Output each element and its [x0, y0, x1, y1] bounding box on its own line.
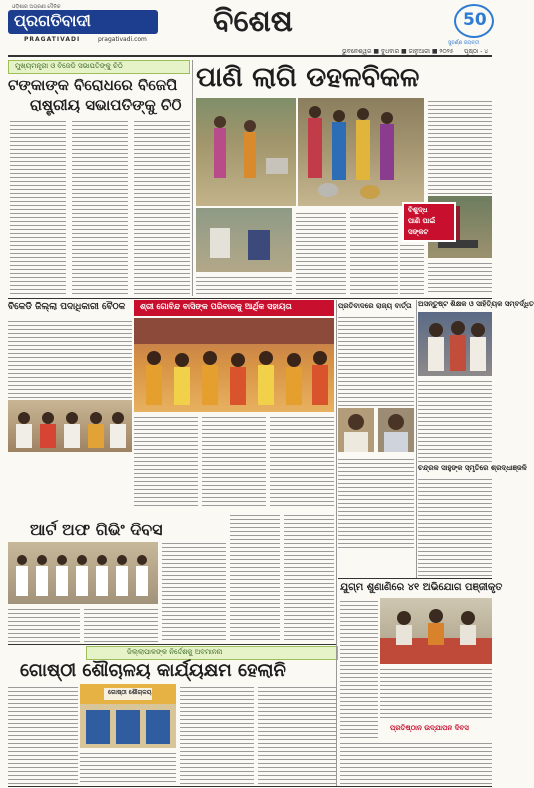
masthead-rule [8, 55, 492, 57]
water-queue-photo-1 [196, 98, 296, 206]
anniversary-number: 50 [463, 10, 487, 30]
website[interactable]: pragativadi.com [98, 36, 147, 43]
page-label: ପୃଷ୍ଠା - ୪ [464, 48, 489, 55]
bottom-rule [8, 786, 492, 787]
sub-story-body [8, 318, 132, 398]
ceremony-figures [134, 318, 334, 412]
bottom-kicker-text: ଜିଲ୍ଲାପାଳଙ୍କ ନିର୍ଦ୍ଦେଶକୁ ଅବମାନନା [127, 648, 223, 656]
students-photo [8, 542, 158, 604]
section-title: ବିଶେଷ [213, 4, 293, 39]
art-story-col-2 [84, 606, 158, 642]
section-rule-3 [338, 578, 492, 579]
lead-left-col-1 [10, 118, 66, 294]
logo-latin: PRAGATIVADI [24, 36, 81, 43]
col-right-body-2 [338, 456, 414, 550]
divider-v-2 [336, 300, 337, 786]
tagline: ଓଡ଼ିଶାର ଅଗ୍ରଣୀ ଦୈନିକ [12, 4, 61, 10]
water-queue-figures [196, 98, 296, 206]
lead-left-headline-1: ଟଙ୍କାଙ୍କ ବିରୋଧରେ ବିଜେପି [8, 76, 178, 94]
youth-story-col-1 [340, 598, 378, 738]
col-right-headline-1: ପ୍ରତିବାଦରେ ରାଜ୍ୟ ବାର୍ତ୍ତା [338, 302, 412, 310]
sign-text: ଗୋଷ୍ଠୀ ଶୌଚାଳୟ [108, 689, 152, 696]
youth-story-col-2 [380, 666, 492, 720]
col-right-body-1 [338, 314, 414, 406]
mid-story-col-3 [270, 414, 334, 508]
container-figures [196, 208, 292, 272]
masthead [8, 4, 492, 54]
mid-story-col-1 [134, 414, 198, 508]
sub-story-headline: ବିକେଡି ଜିଲ୍ଲା ପଦାଧିକାରୀ ବୈଠକ [8, 302, 126, 312]
lead-right-col-c [196, 274, 292, 294]
felicitation-photo [418, 312, 492, 376]
meeting-photo-left [8, 400, 132, 452]
students-figures [8, 542, 158, 604]
mid-banner-text: ଶ୍ରୀ ଗୋବିନ୍ଦ ବାସିଙ୍କ ପରିବାରକୁ ଆର୍ଥିକ ସହାୟତା [140, 302, 292, 311]
meeting-figures [8, 400, 132, 452]
col-right-headline-2: ଅସନ୍ତୁଷ୍ଟ ଶିକ୍ଷକ ଓ ସାହିତ୍ୟିକ ସମ୍ବର୍ଦ୍ଧିତ [418, 300, 534, 308]
logo[interactable] [8, 10, 158, 34]
art-story-col-4 [230, 512, 280, 642]
portrait-figure-2 [378, 408, 414, 452]
mid-story-col-2 [202, 414, 266, 508]
logo-text: ପ୍ରଗତିବାଦୀ [14, 11, 91, 30]
toilet-photo [80, 684, 176, 748]
bottom-lead-headline: ଗୋଷ୍ଠୀ ଶୌଚାଳୟ କାର୍ଯ୍ୟକ୍ଷମ ହେଲାନି [20, 660, 286, 681]
kicker-text: ମୁଖ୍ୟମନ୍ତ୍ରୀ ଓ ବିଜେଡି ସଭାପତିଙ୍କୁ ଚିଠି [15, 62, 123, 70]
bottom-col-3 [180, 684, 254, 784]
art-of-giving-headline: ଆର୍ଟ ଅଫ ଗିଭିଂ ଦିବସ [30, 520, 163, 539]
hearing-figures [380, 598, 492, 664]
lead-right-col-4 [428, 98, 492, 198]
felicitation-figures [418, 312, 492, 376]
water-container-photo [196, 208, 292, 272]
bottom-col-2 [80, 750, 176, 784]
section-rule-2 [8, 644, 336, 645]
lead-left-col-2 [72, 118, 128, 294]
col-right-body-4 [418, 476, 492, 576]
lead-left-headline-2: ରାଷ୍ଟ୍ରୀୟ ସଭାପତିଙ୍କୁ ଚିଠି [30, 96, 182, 114]
portrait-photo-1 [338, 408, 374, 452]
hearing-photo [380, 598, 492, 664]
col-right-body-3 [418, 378, 492, 462]
anniversary-text: ସୁବର୍ଣ୍ଣ ଜୟନ୍ତୀ [448, 40, 480, 46]
portrait-figure-1 [338, 408, 374, 452]
bottom-kicker [86, 646, 338, 660]
bottom-right-body [340, 740, 492, 784]
lead-right-col-a [296, 210, 346, 294]
callout-box [402, 202, 456, 242]
callout-line-1: ବିଶୁଦ୍ଧ [408, 206, 428, 214]
callout-line-3: ସଙ୍କଟ [408, 228, 429, 236]
women-with-pots [298, 98, 424, 206]
bottom-right-headline: ପ୍ରତିଷ୍ଠାନ ଉଦ୍‌ଯାପନ ଦିବସ [390, 724, 469, 732]
youth-story-headline: ଯୁଗ୍ମ ଶୁଣାଣିରେ ୪୧ ଅଭିଯୋଗ ପଞ୍ଜୀକୃତ [340, 582, 503, 593]
col-right-headline-3: ଚନ୍ଦ୍ରକ ସାହୁଙ୍କ ସ୍ମୃତିରେ ଶ୍ରଦ୍ଧାଞ୍ଜଳି [418, 464, 527, 472]
art-story-col-1 [8, 606, 80, 642]
divider-v-3 [416, 300, 417, 578]
bottom-col-4 [258, 684, 336, 784]
bottom-col-1 [8, 684, 78, 784]
kicker-banner [8, 60, 190, 74]
section-rule-1 [8, 298, 492, 299]
art-story-col-3 [162, 540, 226, 642]
water-queue-photo-2 [298, 98, 424, 206]
lead-right-col-b [350, 210, 398, 294]
anniversary-badge [454, 4, 494, 38]
art-story-col-5 [284, 512, 334, 642]
lead-right-col-e [428, 260, 492, 294]
callout-line-2: ପାଣି ପାଇଁ [408, 217, 436, 225]
divider-v-1 [192, 60, 193, 296]
lead-right-headline: ପାଣି ଲାଗି ଡହଳବିକଳ [196, 62, 420, 93]
lead-left-col-3 [134, 118, 190, 294]
portrait-photo-2 [378, 408, 414, 452]
lead-right-col-d [400, 242, 424, 294]
dateline: ଭୁବନେଶ୍ୱର ■ ବୁଧବାର ■ ଜାନୁଆରୀ ■ ୨୦୨୫ [342, 48, 454, 55]
ceremony-photo [134, 318, 334, 412]
mid-banner [134, 300, 334, 316]
